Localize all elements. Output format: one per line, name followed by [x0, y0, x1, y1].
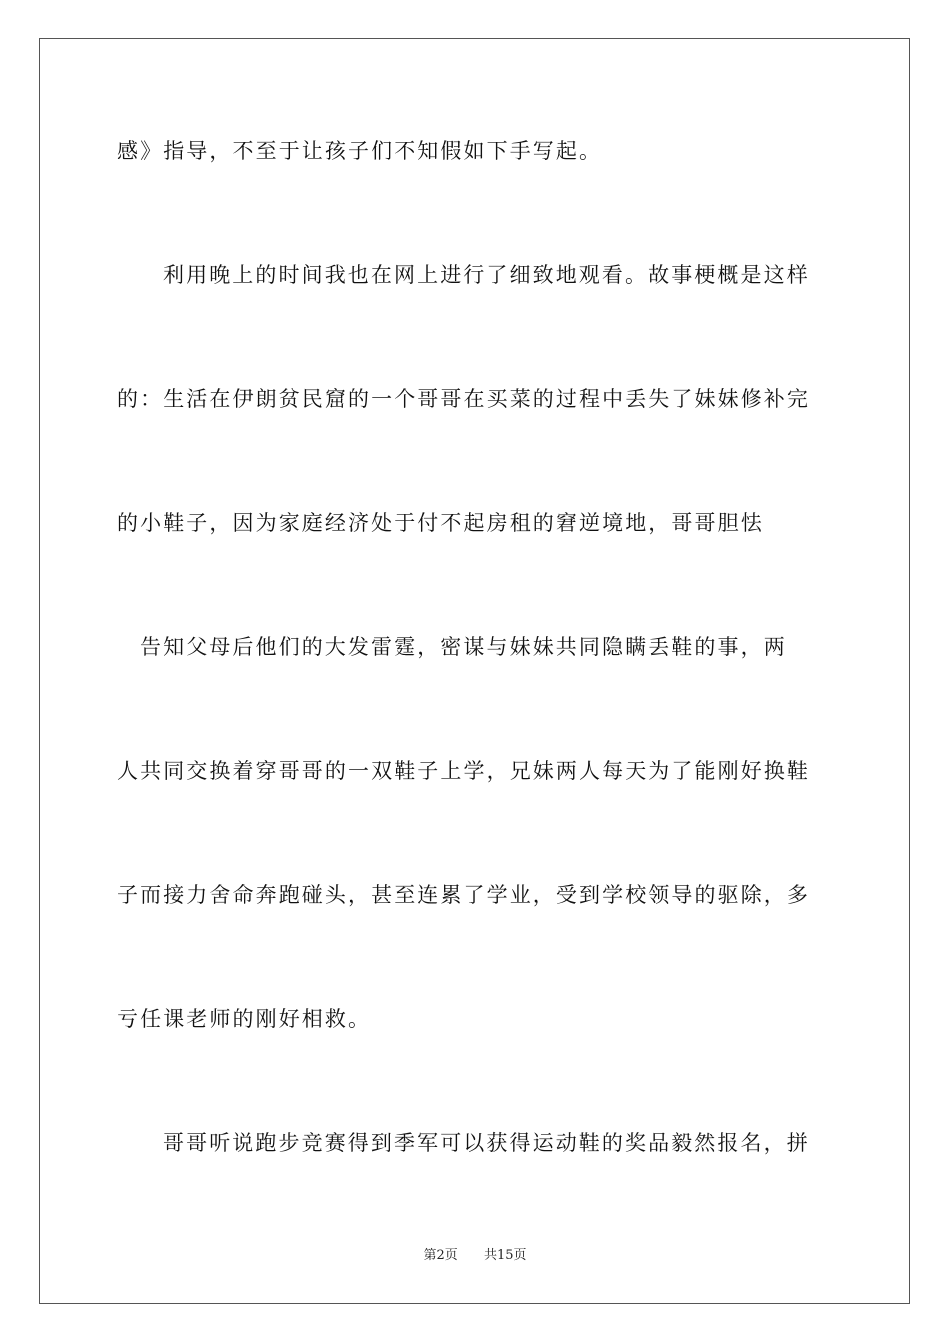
text-line-3: 的：生活在伊朗贫民窟的一个哥哥在买菜的过程中丢失了妹妹修补完: [117, 387, 810, 411]
text-line-6: 人共同交换着穿哥哥的一双鞋子上学，兄妹两人每天为了能刚好换鞋: [117, 759, 810, 783]
text-line-7: 子而接力舍命奔跑碰头，甚至连累了学业，受到学校领导的驱除，多: [117, 883, 810, 907]
page-footer: [0, 1247, 950, 1265]
text-line-1: 感》指导，不至于让孩子们不知假如下手写起。: [117, 139, 603, 163]
total-pages: 共15页: [484, 1248, 527, 1263]
text-line-8: 亏任课老师的刚好相救。: [117, 1007, 372, 1031]
page-number: 第2页: [423, 1248, 458, 1263]
text-line-5: 告知父母后他们的大发雷霆，密谋与妹妹共同隐瞒丢鞋的事，两: [140, 635, 787, 659]
page-border: [39, 38, 910, 1304]
text-line-2: 利用晚上的时间我也在网上进行了细致地观看。故事梗概是这样: [163, 263, 810, 287]
text-line-4: 的小鞋子，因为家庭经济处于付不起房租的窘逆境地，哥哥胆怯: [117, 511, 764, 535]
text-line-9: 哥哥听说跑步竞赛得到季军可以获得运动鞋的奖品毅然报名，拼: [163, 1131, 810, 1155]
